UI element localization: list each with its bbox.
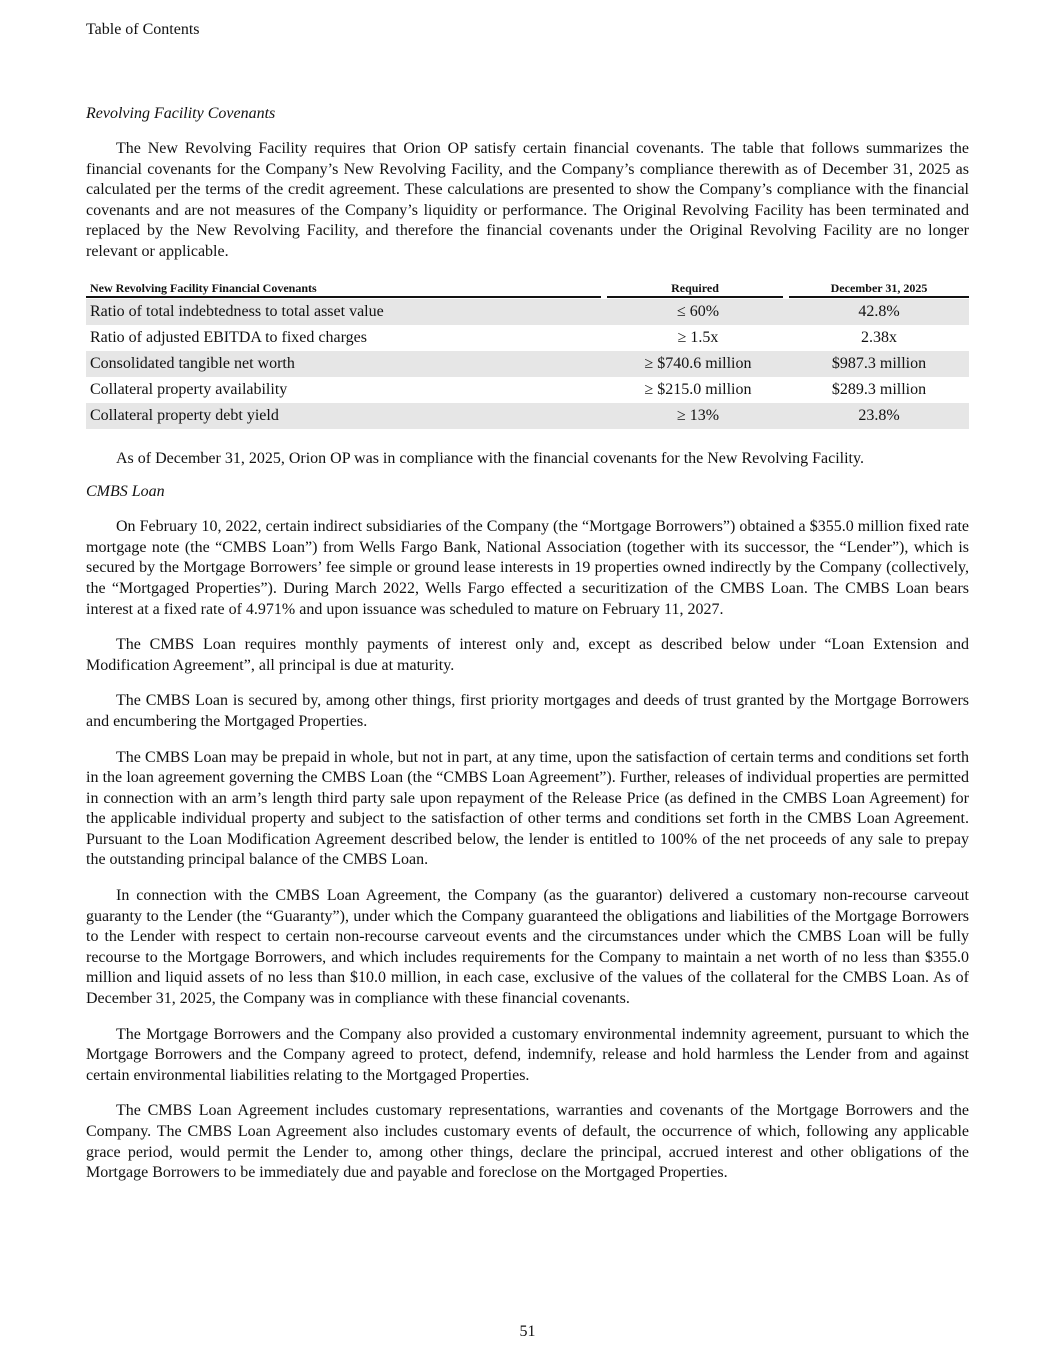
page-body — [86, 104, 969, 1199]
table-row — [86, 299, 969, 325]
table-row — [86, 403, 969, 429]
table-row — [86, 377, 969, 403]
covenant-actual: 42.8% — [789, 299, 969, 325]
cmbs-paragraph: The CMBS Loan Agreement includes customary representations, warranties and covenants of the Mortgage Borrowers and the Company. The CMBS Loan Agreement also includes customary events of default, the occurrence of which, following any applicable grace period, would permit the Lender to, among other things, declare the principal, accrued interest and other obligations of the Mortgage Borrowers to be immediately due and payable and foreclose on the Mortgaged Properties. — [86, 1102, 969, 1182]
section-heading-cmbs-loan: CMBS Loan — [86, 483, 165, 501]
table-header-row — [86, 281, 969, 299]
column-header-covenant: New Revolving Facility Financial Covenants — [86, 281, 607, 299]
covenant-required: ≥ $740.6 million — [607, 351, 789, 377]
cmbs-paragraph: The Mortgage Borrowers and the Company also provided a customary environmental indemnity agreement, pursuant to which the Mortgage Borrowers and the Company agreed to protect, defend, indemnify, release and hold harmless the Lender from and against certain environmental liabilities relating to the Mortgaged Properties. — [86, 1025, 969, 1084]
cmbs-paragraph: The CMBS Loan requires monthly payments of interest only and, except as described below under “Loan Extension and Modification Agreement”, all principal is due at maturity. — [86, 636, 969, 674]
revolving-facility-compliance-paragraph: As of December 31, 2025, Orion OP was in compliance with the financial covenants for the New Revolving Facility. — [116, 449, 864, 467]
covenant-required: ≤ 60% — [607, 299, 789, 325]
covenant-actual: 2.38x — [861, 328, 897, 346]
column-header-december-31-2025: December 31, 2025 — [789, 281, 969, 299]
column-header-required: Required — [607, 281, 789, 299]
covenant-name: Ratio of total indebtedness to total asset value — [86, 299, 607, 325]
cmbs-paragraph: The CMBS Loan may be prepaid in whole, but not in part, at any time, upon the satisfaction of certain terms and conditions set forth in the loan agreement governing the CMBS Loan (the “CMBS Loan Agreement”). Further, releases of individual properties are permitted in connection with an arm’s length third party sale upon repayment of the Release Price (as defined in the CMBS Loan Agreement) for the applicable individual property and subject to the satisfaction of other terms and conditions set forth in the CMBS Loan Agreement. Pursuant to the Loan Modification Agreement described below, the lender is entitled to 100% of the net proceeds of any sale to prepay the outstanding principal balance of the CMBS Loan. — [86, 748, 969, 869]
covenant-name: Ratio of adjusted EBITDA to fixed charges — [90, 328, 367, 346]
table-of-contents-link[interactable]: Table of Contents — [86, 21, 200, 38]
covenant-required: ≥ 13% — [607, 403, 789, 429]
table-row — [86, 325, 969, 351]
covenant-actual: $987.3 million — [789, 351, 969, 377]
cmbs-paragraph: In connection with the CMBS Loan Agreement, the Company (as the guarantor) delivered a customary non-recourse carveout guaranty to the Lender (the “Guaranty”), under which the Company guaranteed the obligations and liabilities of the Mortgage Borrowers to the Lender with respect to certain non-recourse carveout events and the circumstances under which the CMBS Loan will be fully recourse to the Mortgage Borrowers, and which includes requirements for the Company to maintain a net worth of no less than $355.0 million and liquid assets of no less than $10.0 million, in each case, exclusive of the values of the collateral for the CMBS Loan. As of December 31, 2025, the Company was in compliance with these financial covenants. — [86, 887, 969, 1008]
covenant-actual: 23.8% — [789, 403, 969, 429]
cmbs-paragraph: On February 10, 2022, certain indirect subsidiaries of the Company (the “Mortgage Borrowers”) obtained a $355.0 million fixed rate mortgage note (the “CMBS Loan”) from Wells Fargo Bank, National Association (together with its successor, the “Lender”), which is secured by the Mortgage Borrowers’ fee simple or ground lease interests in 19 properties owned indirectly by the Company (collectively, the “Mortgaged Properties”). During March 2022, Wells Fargo effected a securitization of the CMBS Loan. The CMBS Loan bears interest at a fixed rate of 4.971% and upon issuance was scheduled to mature on February 11, 2027. — [86, 518, 969, 618]
covenant-name: Collateral property debt yield — [86, 403, 607, 429]
covenant-required: ≥ $215.0 million — [644, 380, 752, 398]
table-row — [86, 351, 969, 377]
cmbs-paragraph: The CMBS Loan is secured by, among other things, first priority mortgages and deeds of trust granted by the Mortgage Borrowers and encumbering the Mortgaged Properties. — [86, 692, 969, 730]
covenant-name: Consolidated tangible net worth — [86, 351, 607, 377]
page-number: 51 — [519, 1323, 536, 1340]
covenant-name: Collateral property availability — [90, 380, 288, 398]
revolving-facility-intro-paragraph: The New Revolving Facility requires that Orion OP satisfy certain financial covenants. The table that follows summarizes the financial covenants for the Company’s New Revolving Facility, and the Company’s compliance therewith as of December 31, 2025 as calculated per the terms of the credit agreement. These calculations are presented to show the Company’s compliance with the financial covenants and are not measures of the Company’s liquidity or performance. The Original Revolving Facility has been terminated and replaced by the New Revolving Facility, and therefore the financial covenants under the Original Revolving Facility are no longer relevant or applicable. — [86, 140, 969, 260]
section-heading-revolving-facility-covenants: Revolving Facility Covenants — [86, 105, 276, 122]
covenant-actual: $289.3 million — [831, 380, 927, 398]
financial-covenants-table — [86, 281, 969, 429]
covenant-required: ≥ 1.5x — [677, 328, 719, 346]
